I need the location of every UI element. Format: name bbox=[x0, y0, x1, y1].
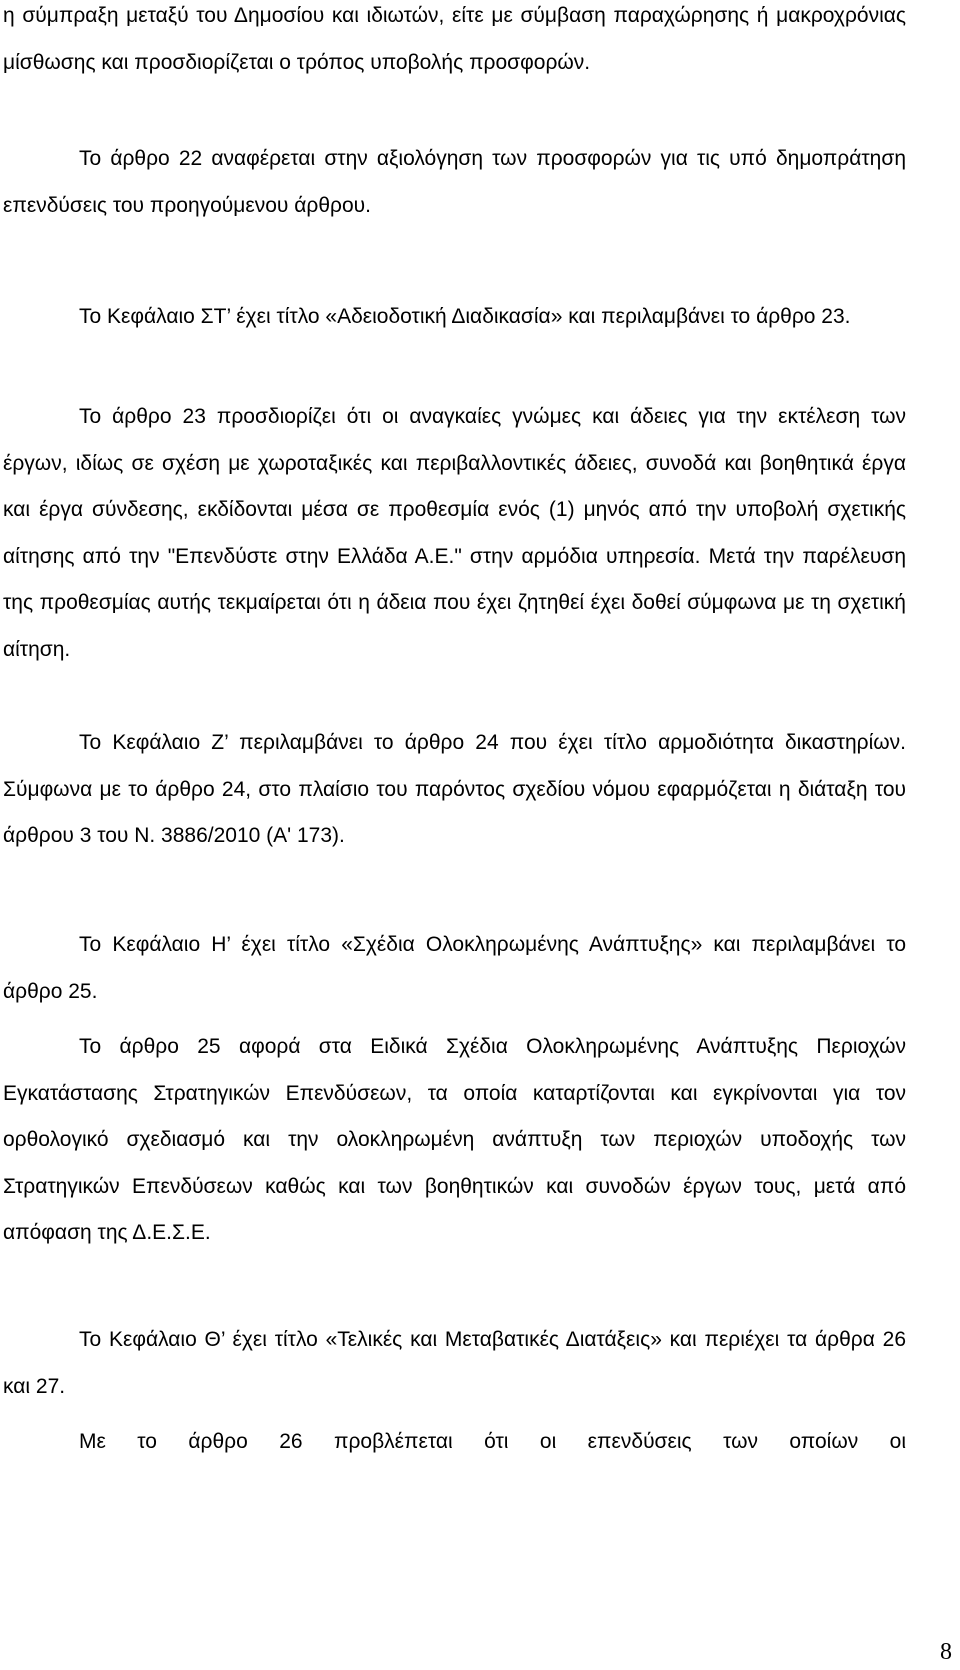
paragraph-article-23: Το άρθρο 23 προσδιορίζει ότι οι αναγκαίες γνώμες και άδειες για την εκτέλεση των έργων, ιδίως σε σχέση με χωροταξικές και περιβαλλοντικές άδειες, συνοδά και βοηθητικά έργα και έργα σύνδεσης, εκδίδονται μέσα σε προθεσμία ενός (1) μηνός από την υποβολή σχετικής αίτησης από την "Επενδύστε στην Ελλάδα Α.Ε." στην αρμόδια υπηρεσία. Μετά την παρέλευση της προθεσμίας αυτής τεκμαίρεται ότι η άδεια που έχει ζητηθεί έχει δοθεί σύμφωνα με τη σχετική αίτηση. bbox=[3, 405, 906, 661]
paragraph-chapter-h: Το Κεφάλαιο Η’ έχει τίτλο «Σχέδια Ολοκληρωμένης Ανάπτυξης» και περιλαμβάνει το άρθρο 25. bbox=[3, 933, 906, 1003]
paragraph-chapter-st: Το Κεφάλαιο ΣΤ’ έχει τίτλο «Αδειοδοτική Διαδικασία» και περιλαμβάνει το άρθρο 23. bbox=[79, 305, 851, 328]
paragraph-article-26: Με το άρθρο 26 προβλέπεται ότι οι επενδύσεις των οποίων οι bbox=[79, 1430, 906, 1453]
paragraph-article-22: Το άρθρο 22 αναφέρεται στην αξιολόγηση των προσφορών για τις υπό δημοπράτηση επενδύσεις του προηγούμενου άρθρου. bbox=[3, 147, 906, 217]
paragraph-continuation: η σύμπραξη μεταξύ του Δημοσίου και ιδιωτών, είτε με σύμβαση παραχώρησης ή μακροχρόνιας μίσθωσης και προσδιορίζεται ο τρόπος υποβολής προσφορών. bbox=[3, 4, 906, 74]
paragraph-chapter-z: Το Κεφάλαιο Ζ’ περιλαμβάνει το άρθρο 24 που έχει τίτλο αρμοδιότητα δικαστηρίων. Σύμφωνα με το άρθρο 24, στο πλαίσιο του παρόντος σχεδίου νόμου εφαρμόζεται η διάταξη του άρθρου 3 του Ν. 3886/2010 (Α' 173). bbox=[3, 731, 906, 848]
paragraph-article-25: Το άρθρο 25 αφορά στα Ειδικά Σχέδια Ολοκληρωμένης Ανάπτυξης Περιοχών Εγκατάστασης Στρατηγικών Επενδύσεων, τα οποία καταρτίζονται και εγκρίνονται για τον ορθολογικό σχεδιασμό και την ολοκληρωμένη ανάπτυξη των περιοχών υποδοχής των Στρατηγικών Επενδύσεων καθώς και των βοηθητικών και συνοδών έργων τους, μετά από απόφαση της Δ.Ε.Σ.Ε. bbox=[3, 1035, 906, 1245]
page-number: 8 bbox=[940, 1639, 952, 1665]
paragraph-chapter-th: Το Κεφάλαιο Θ’ έχει τίτλο «Τελικές και Μεταβατικές Διατάξεις» και περιέχει τα άρθρα 26 και 27. bbox=[3, 1328, 906, 1398]
